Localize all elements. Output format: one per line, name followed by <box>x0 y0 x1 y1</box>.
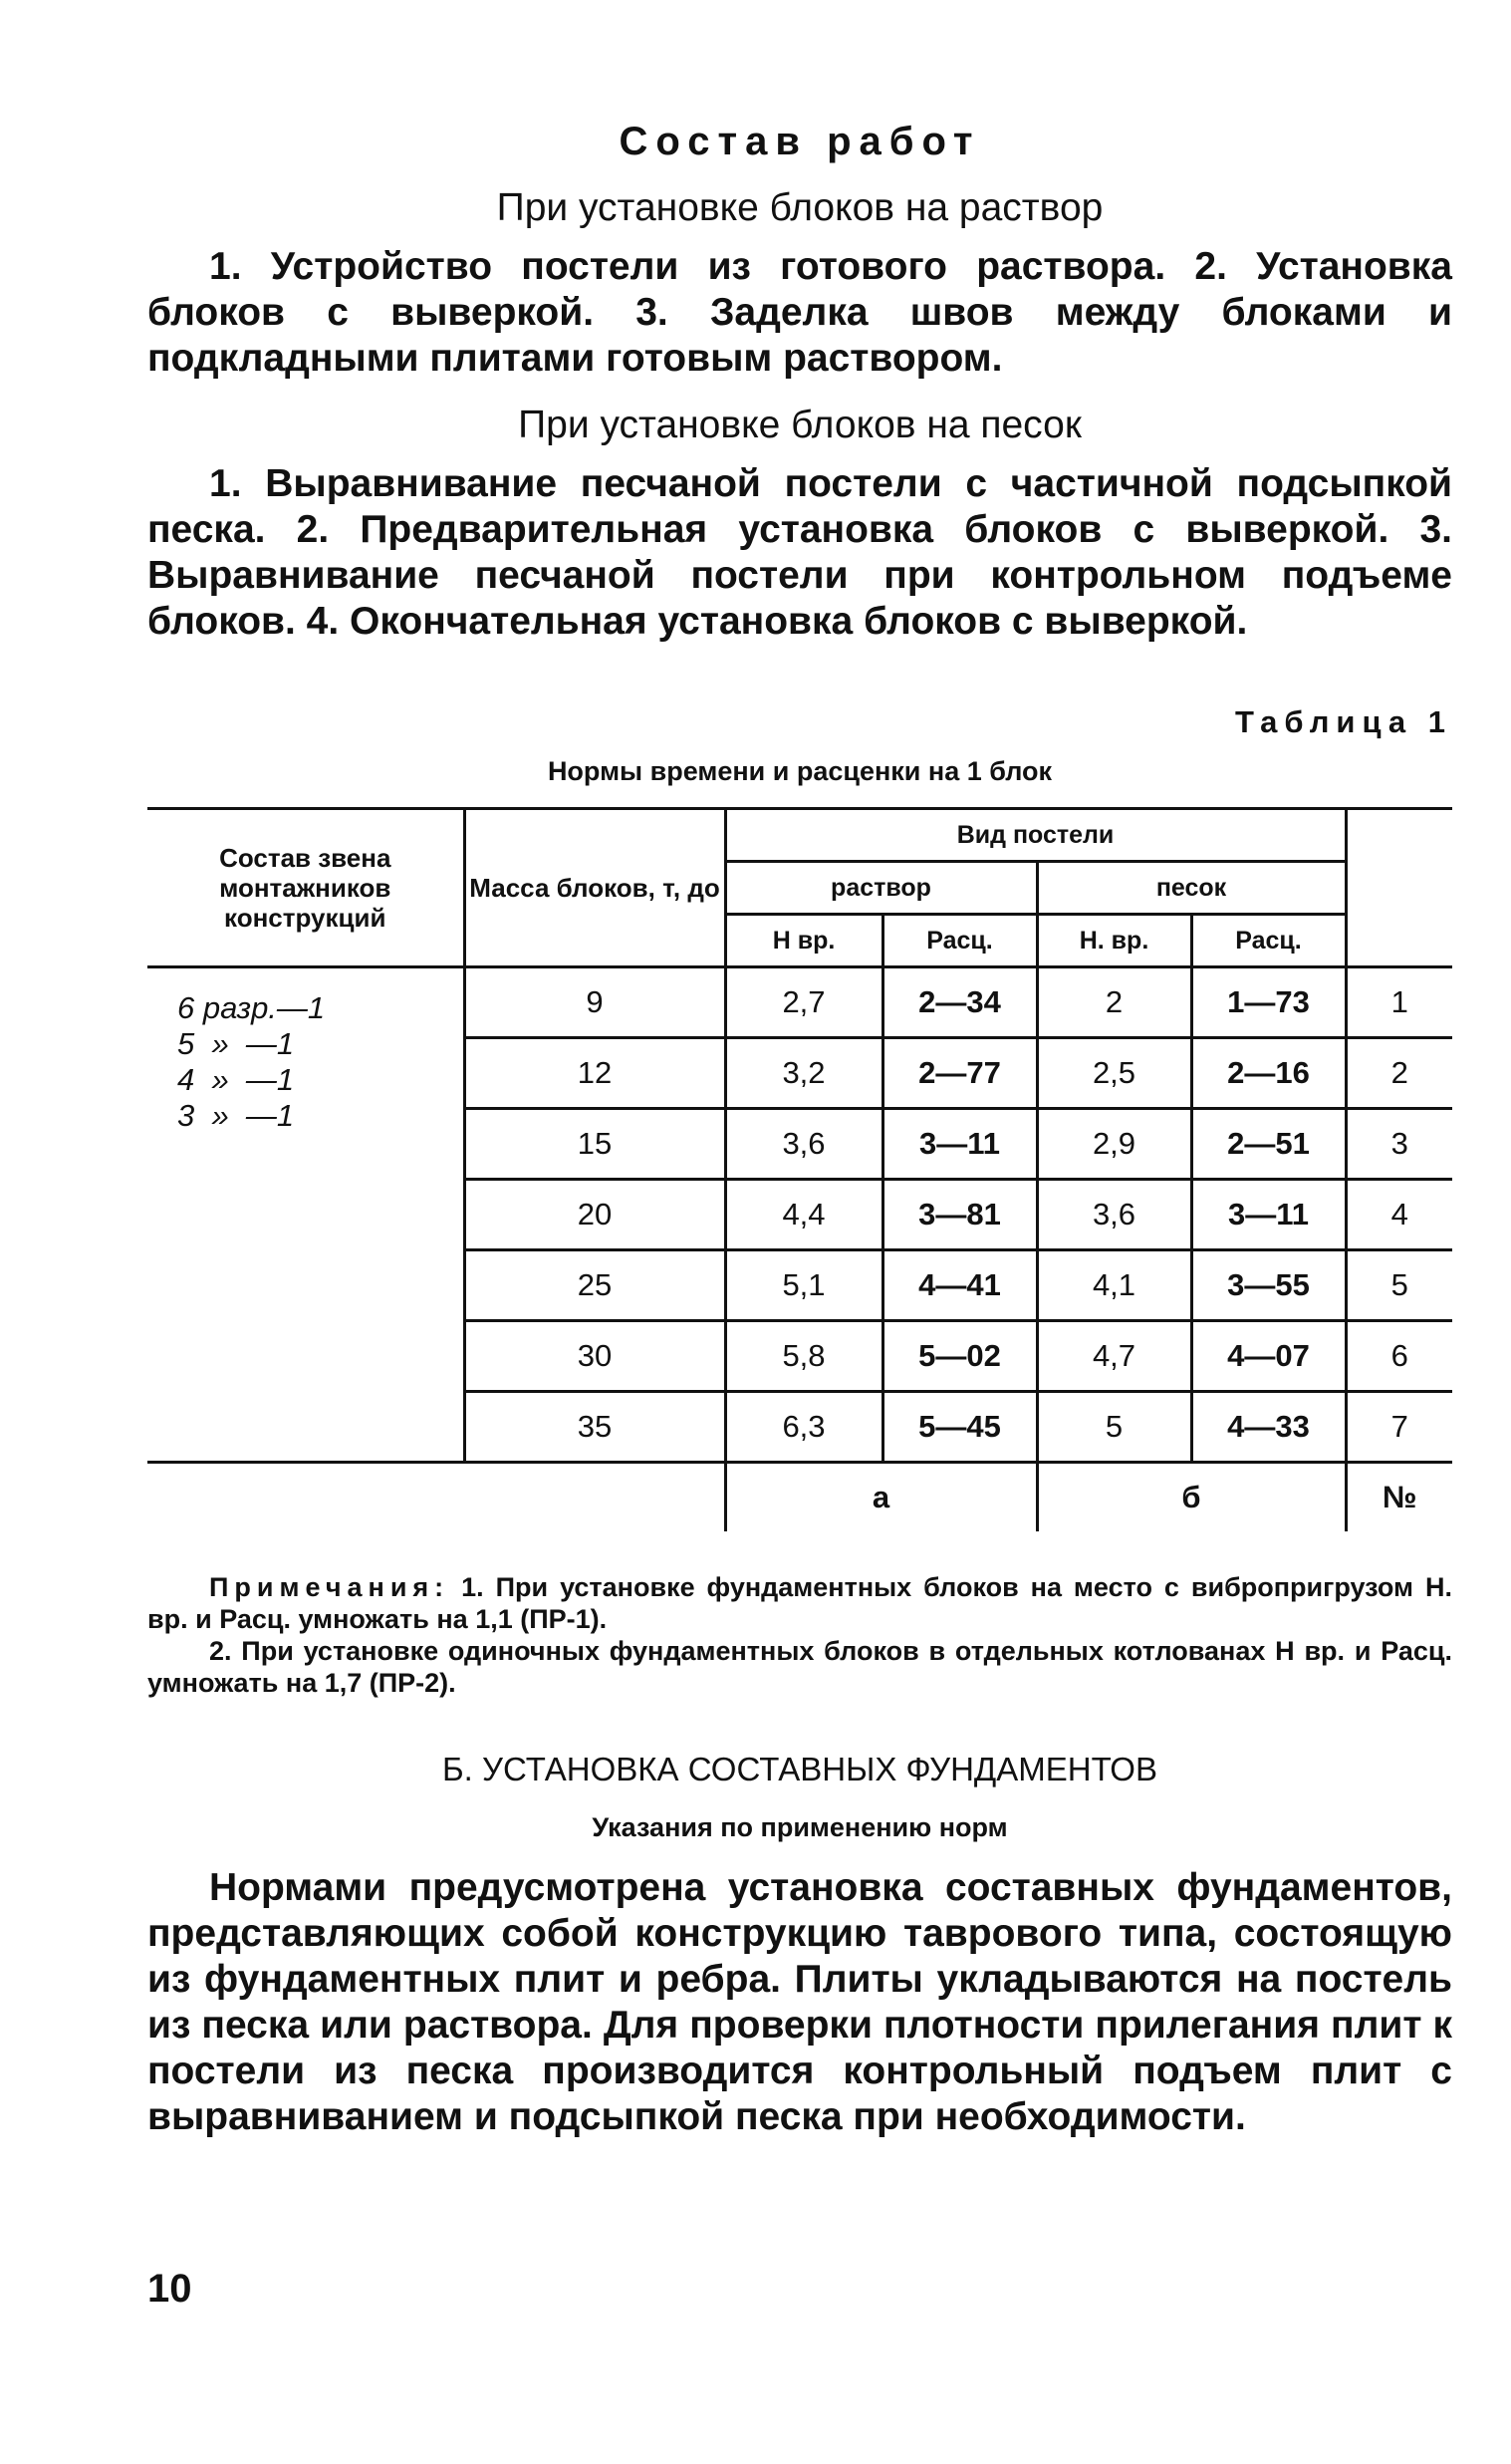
cell-nvr-mortar: 3,6 <box>725 1109 882 1180</box>
note-2: 2. При установке одиночных фундаментных блоков в отдельных котлованах Н вр. и Расц. умножать на 1,7 (ПР-2). <box>147 1636 1452 1698</box>
section-heading: Состав работ <box>619 120 981 163</box>
footer-column-b: б <box>1037 1463 1346 1532</box>
cell-nvr-mortar: 5,8 <box>725 1321 882 1392</box>
header-sand: песок <box>1037 862 1346 915</box>
cell-row-number: 5 <box>1346 1250 1452 1321</box>
header-bed-type: Вид постели <box>725 809 1346 862</box>
header-empty <box>1346 809 1452 967</box>
cell-row-number: 7 <box>1346 1392 1452 1463</box>
cell-nvr-sand: 3,6 <box>1037 1180 1191 1250</box>
cell-rasc-sand: 2—51 <box>1191 1109 1346 1180</box>
note-1-text: 1. При установке фундаментных блоков на место с вибропригрузом Н. вр. и Расц. умножать на 1,1 (ПР-1). <box>147 1572 1452 1634</box>
footer-column-a: а <box>725 1463 1037 1532</box>
cell-nvr-mortar: 6,3 <box>725 1392 882 1463</box>
page-number: 10 <box>147 2267 192 2311</box>
crew-line: 6 разр.—1 <box>177 990 326 1025</box>
cell-rasc-mortar: 2—77 <box>882 1038 1037 1109</box>
cell-nvr-mortar: 5,1 <box>725 1250 882 1321</box>
cell-rasc-mortar: 2—34 <box>882 967 1037 1038</box>
header-mortar: раствор <box>725 862 1037 915</box>
cell-nvr-sand: 2,9 <box>1037 1109 1191 1180</box>
section-b-title: Б. УСТАНОВКА СОСТАВНЫХ ФУНДАМЕНТОВ <box>442 1751 1157 1787</box>
cell-rasc-mortar: 5—02 <box>882 1321 1037 1392</box>
paragraph-mortar: 1. Устройство постели из готового раствора. 2. Установка блоков с выверкой. 3. Заделка швов между блоками и подкладными плитами готовым раствором. <box>147 245 1452 380</box>
footer-empty <box>464 1463 725 1532</box>
cell-rasc-mortar: 5—45 <box>882 1392 1037 1463</box>
cell-row-number: 1 <box>1346 967 1452 1038</box>
cell-rasc-mortar: 4—41 <box>882 1250 1037 1321</box>
paragraph-sand: 1. Выравнивание песчаной постели с частичной подсыпкой песка. 2. Предварительная установка блоков с выверкой. 3. Выравнивание песчаной постели при контрольном подъеме блоков. 4. Окончательная установка блоков с выверкой. <box>147 462 1452 643</box>
cell-nvr-sand: 4,7 <box>1037 1321 1191 1392</box>
cell-mass: 30 <box>464 1321 725 1392</box>
header-nvr-sand: Н. вр. <box>1037 915 1191 967</box>
cell-row-number: 3 <box>1346 1109 1452 1180</box>
cell-row-number: 2 <box>1346 1038 1452 1109</box>
table-label: Таблица 1 <box>1234 704 1452 739</box>
cell-rasc-sand: 4—07 <box>1191 1321 1346 1392</box>
cell-rasc-mortar: 3—81 <box>882 1180 1037 1250</box>
cell-rasc-sand: 3—55 <box>1191 1250 1346 1321</box>
cell-nvr-sand: 5 <box>1037 1392 1191 1463</box>
notes <box>147 1571 1452 1699</box>
cell-nvr-sand: 4,1 <box>1037 1250 1191 1321</box>
cell-nvr-sand: 2,5 <box>1037 1038 1191 1109</box>
norms-table <box>147 807 1452 1531</box>
cell-row-number: 4 <box>1346 1180 1452 1250</box>
header-mass: Масса блоков, т, до <box>464 809 725 967</box>
cell-row-number: 6 <box>1346 1321 1452 1392</box>
subheading-mortar: При установке блоков на раствор <box>496 186 1104 229</box>
cell-rasc-mortar: 3—11 <box>882 1109 1037 1180</box>
table-title: Нормы времени и расценки на 1 блок <box>547 756 1053 786</box>
table-footer-row <box>147 1463 1452 1532</box>
document-page <box>147 120 1452 2162</box>
header-rasc-mortar: Расц. <box>882 915 1037 967</box>
cell-rasc-sand: 2—16 <box>1191 1038 1346 1109</box>
header-nvr-mortar: Н вр. <box>725 915 882 967</box>
cell-mass: 25 <box>464 1250 725 1321</box>
subheading-sand: При установке блоков на песок <box>518 404 1082 446</box>
header-crew: Состав звена монтажников конструкций <box>147 809 464 967</box>
cell-mass: 15 <box>464 1109 725 1180</box>
cell-rasc-sand: 1—73 <box>1191 967 1346 1038</box>
cell-nvr-sand: 2 <box>1037 967 1191 1038</box>
cell-nvr-mortar: 3,2 <box>725 1038 882 1109</box>
footer-empty <box>147 1463 464 1532</box>
cell-mass: 9 <box>464 967 725 1038</box>
footer-number-sign: № <box>1346 1463 1452 1532</box>
note-1 <box>147 1571 1452 1635</box>
table-row <box>147 967 1452 1038</box>
crew-line: 3 » —1 <box>177 1098 295 1133</box>
cell-nvr-mortar: 2,7 <box>725 967 882 1038</box>
crew-line: 5 » —1 <box>177 1026 295 1061</box>
cell-mass: 35 <box>464 1392 725 1463</box>
header-rasc-sand: Расц. <box>1191 915 1346 967</box>
cell-rasc-sand: 4—33 <box>1191 1392 1346 1463</box>
crew-line: 4 » —1 <box>177 1062 295 1097</box>
crew-composition <box>147 967 464 1463</box>
cell-mass: 12 <box>464 1038 725 1109</box>
cell-mass: 20 <box>464 1180 725 1250</box>
notes-label: Примечания: <box>209 1572 450 1602</box>
cell-rasc-sand: 3—11 <box>1191 1180 1346 1250</box>
section-b-subtitle: Указания по применению норм <box>592 1812 1008 1842</box>
cell-nvr-mortar: 4,4 <box>725 1180 882 1250</box>
paragraph-section-b: Нормами предусмотрена установка составных фундаментов, представляющих собой конструкцию таврового типа, состоящую из фундаментных плит и ребра. Плиты укладываются на постель из песка или раствора. Для проверки плотности прилегания плит к постели из песка производится контрольный подъем плит с выравниванием и подсыпкой песка при необходимости. <box>147 1866 1452 2138</box>
